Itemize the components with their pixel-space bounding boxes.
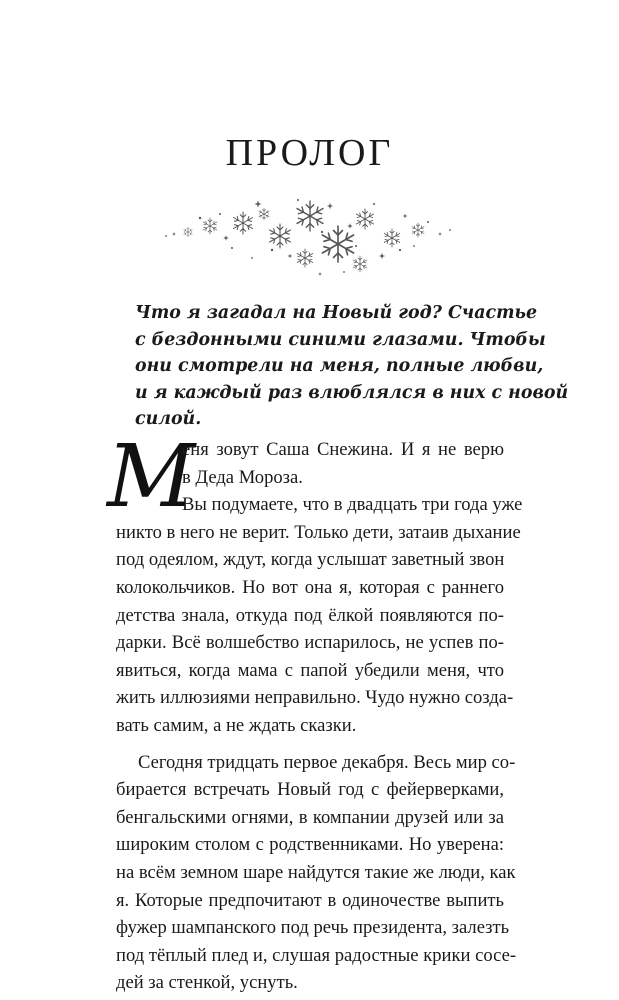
paragraph-line: бенгальскими огнями, в компании друзей или за — [116, 806, 504, 828]
paragraph-line: никто в него не верит. Только дети, затаив дыхание — [116, 521, 521, 543]
paragraph-line: широким столом с родственниками. Но уверена: — [116, 834, 504, 856]
epigraph-line: они смотрели на меня, полные любви, — [135, 356, 544, 376]
paragraph-line: я. Которые предпочитают в одиночестве выпить — [116, 889, 504, 911]
paragraph-line: вать самим, а не ждать сказки. — [116, 714, 357, 736]
epigraph-line: Что я загадал на Новый год? Счастье — [135, 303, 538, 323]
paragraph-line: явиться, когда мама с папой убедили меня, что — [116, 659, 504, 681]
paragraph-line: дарки. Всё волшебство испарилось, не успев по- — [116, 632, 504, 654]
paragraph-line: на всём земном шаре найдутся такие же люди, как — [116, 861, 516, 883]
paragraph-line: детства знала, откуда под ёлкой появляются по- — [116, 604, 504, 626]
epigraph-line: силой. — [135, 409, 202, 429]
body-text — [116, 436, 523, 997]
epigraph — [135, 300, 569, 433]
chapter-title: ПРОЛОГ — [225, 132, 394, 174]
paragraph-line: бирается встречать Новый год с фейерверками, — [116, 779, 504, 801]
epigraph-line: с бездонными синими глазами. Чтобы — [135, 329, 546, 350]
paragraph-line: Сегодня тридцать первое декабря. Весь мир со- — [138, 751, 516, 773]
epigraph-line: и я каждый раз влюблялся в них с новой — [135, 382, 569, 403]
drop-cap: М — [107, 427, 196, 527]
paragraph-line: под тёплый плед и, слушая радостные крики сосе- — [116, 944, 517, 966]
paragraph-line: в Деда Мороза. — [182, 466, 303, 488]
paragraph-line: дей за стенкой, уснуть. — [116, 972, 298, 994]
snowflake-ornament-icon — [160, 186, 460, 282]
paragraph-line: под одеялом, ждут, когда услышат заветный звон — [116, 549, 505, 571]
paragraph-line: колокольчиков. Но вот она я, которая с раннего — [116, 576, 504, 598]
paragraph-line: еня зовут Саша Снежина. И я не верю — [182, 439, 504, 460]
paragraph-line: жить иллюзиями неправильно. Чудо нужно созда- — [116, 687, 514, 709]
paragraph-line: фужер шампанского под речь президента, залезть — [116, 917, 510, 939]
paragraph-line: Вы подумаете, что в двадцать три года уже — [182, 494, 523, 516]
